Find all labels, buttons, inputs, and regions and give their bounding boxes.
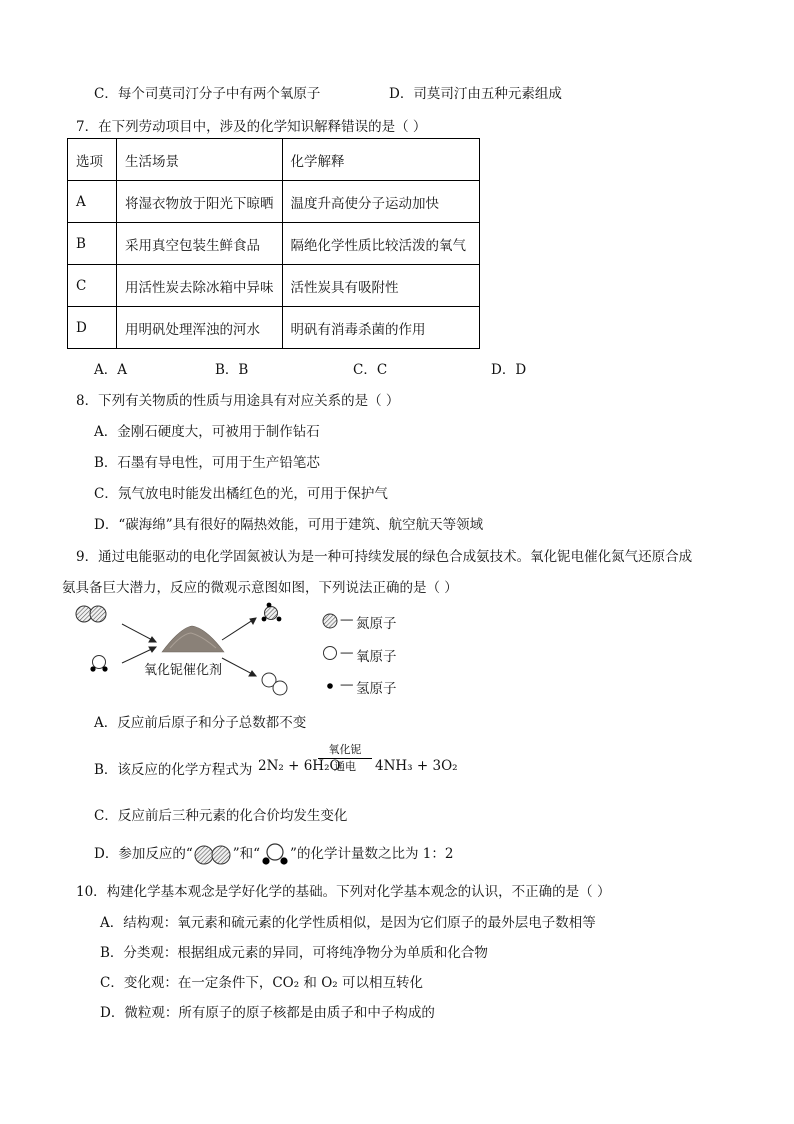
arrow-out-icon — [222, 618, 256, 676]
table-row — [68, 307, 480, 349]
q7-option-a: A．A — [94, 362, 127, 378]
q10-option-b: B．分类观：根据组成元素的异同，可将纯净物分为单质和化合物 — [100, 945, 488, 961]
equation-condition-bottom: 通电 — [334, 760, 356, 773]
legend-oxygen-label: 氧原子 — [356, 649, 397, 665]
catalyst-label: 氧化铌催化剂 — [144, 663, 223, 678]
arrow-in-icon — [122, 624, 156, 663]
q10-stem: 10．构建化学基本观念是学好化学的基础。下列对化学基本观念的认识，不正确的是（ ） — [76, 884, 611, 900]
q8-option-a: A．金刚石硬度大，可被用于制作钻石 — [94, 424, 320, 440]
q7-option-c: C．C — [353, 362, 388, 378]
q9-option-b-prefix: B．该反应的化学方程式为 — [94, 762, 253, 778]
q6-option-c: C．每个司莫司汀分子中有两个氧原子 — [94, 86, 321, 102]
q9-option-a: A．反应前后原子和分子总数都不变 — [94, 715, 307, 731]
table-cell: 活性炭具有吸附性 — [282, 265, 479, 307]
table-header-row — [68, 139, 480, 181]
q8-option-b: B．石墨有导电性，可用于生产铅笔芯 — [94, 455, 320, 471]
table-row — [68, 265, 480, 307]
legend-nitrogen-label: 氮原子 — [356, 616, 397, 632]
q8-option-d: D．“碳海绵”具有很好的隔热效能，可用于建筑、航空航天等领域 — [94, 517, 484, 533]
q8-stem: 8．下列有关物质的性质与用途具有对应关系的是（ ） — [76, 393, 400, 409]
table-cell: C — [68, 265, 117, 307]
q9-stem-line2: 氨具备巨大潜力，反应的微观示意图如图，下列说法正确的是（ ） — [62, 580, 458, 596]
q6-option-d: D．司莫司汀由五种元素组成 — [389, 86, 562, 102]
q7-stem: 7．在下列劳动项目中，涉及的化学知识解释错误的是（ ） — [76, 119, 427, 135]
q10-option-a: A．结构观：氧元素和硫元素的化学性质相似，是因为它们原子的最外层电子数相等 — [100, 915, 596, 931]
table-cell: 用明矾处理浑浊的河水 — [117, 307, 283, 349]
legend-hydrogen-label: 氢原子 — [356, 681, 397, 697]
q8-option-c: C．氖气放电时能发出橘红色的光，可用于保护气 — [94, 486, 388, 502]
table-cell: 将湿衣物放于阳光下晾晒 — [117, 181, 283, 223]
legend-oxygen-icon — [322, 645, 338, 661]
q7-table — [67, 138, 480, 349]
table-cell: 采用真空包装生鲜食品 — [117, 223, 283, 265]
q7-option-b: B．B — [215, 362, 249, 378]
table-header-cell: 生活场景 — [117, 139, 283, 181]
q10-option-d: D．微粒观：所有原子的原子核都是由质子和中子构成的 — [100, 1005, 435, 1021]
table-header-cell: 选项 — [68, 139, 117, 181]
equation-condition — [318, 743, 372, 774]
q9-option-d — [94, 842, 453, 867]
q10-option-c: C．变化观：在一定条件下，CO₂ 和 O₂ 可以相互转化 — [100, 975, 423, 991]
nitrogen-molecule-icon — [76, 606, 106, 622]
q9-option-d-text1: D．参加反应的“ — [94, 846, 193, 862]
equation-condition-top: 氧化铌 — [328, 743, 362, 756]
legend-hydrogen-dash: — — [340, 677, 354, 693]
table-row — [68, 181, 480, 223]
equation-reactants: 2N₂ + 6H₂O — [258, 758, 341, 774]
q9-option-c: C．反应前后三种元素的化合价均发生变化 — [94, 808, 348, 824]
ammonia-molecule-icon — [262, 603, 282, 622]
q7-option-d: D．D — [491, 362, 527, 378]
q9-option-d-text3: ”的化学计量数之比为 1：2 — [290, 846, 454, 862]
equation-products: 4NH₃ + 3O₂ — [375, 758, 458, 774]
q9-stem-line1: 9．通过电能驱动的电化学固氮被认为是一种可持续发展的绿色合成氨技术。氧化铌电催化氮气还原合成 — [76, 549, 693, 565]
legend-nitrogen-dash: — — [340, 612, 354, 628]
table-cell: A — [68, 181, 117, 223]
table-cell: D — [68, 307, 117, 349]
table-cell: 用活性炭去除冰箱中异味 — [117, 265, 283, 307]
table-cell: 明矾有消毒杀菌的作用 — [282, 307, 479, 349]
catalyst-pile-icon — [162, 626, 224, 652]
table-cell: 隔绝化学性质比较活泼的氧气 — [282, 223, 479, 265]
nitrogen-molecule-icon — [193, 845, 233, 865]
table-cell: 温度升高使分子运动加快 — [282, 181, 479, 223]
q9-option-d-text2: ”和“ — [232, 846, 261, 862]
legend-hydrogen-icon — [322, 678, 338, 694]
equation-bar — [318, 758, 372, 759]
legend-oxygen-dash: — — [340, 645, 354, 661]
oxygen-molecule-icon — [262, 673, 287, 695]
legend-nitrogen-icon — [322, 613, 338, 629]
reaction-diagram — [70, 600, 330, 700]
table-cell: B — [68, 223, 117, 265]
water-molecule-icon — [260, 843, 290, 867]
table-row — [68, 223, 480, 265]
table-header-cell: 化学解释 — [282, 139, 479, 181]
water-molecule-icon — [90, 656, 107, 672]
